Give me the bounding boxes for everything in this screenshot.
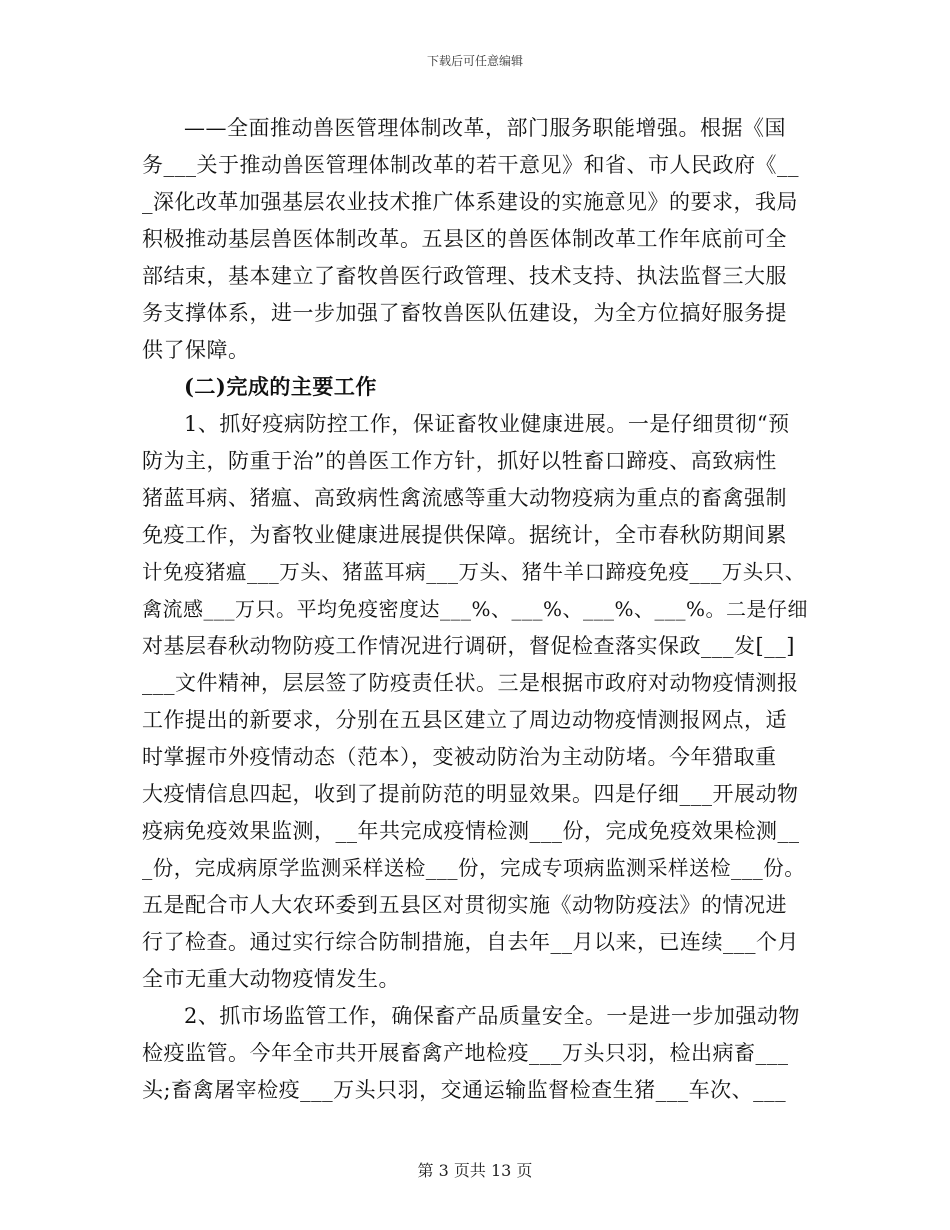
text-line: _份，完成病原学监测采样送检___份，完成专项病监测采样送检___份。 [142, 856, 806, 880]
text-line: 检疫监管。今年全市共开展畜禽产地检疫___万头只羽，检出病畜___ [142, 1041, 789, 1065]
text-line: 免疫工作，为畜牧业健康进展提供保障。据统计，全市春秋防期间累 [142, 523, 787, 547]
text-line: 务___关于推动兽医管理体制改革的若干意见》和省、市人民政府《__ [142, 153, 799, 177]
text-line: 2、抓市场监管工作，确保畜产品质量安全。一是进一步加强动物 [184, 1004, 800, 1028]
section-heading: (二)完成的主要工作 [184, 374, 377, 399]
text-line: ___文件精神，层层签了防疫责任状。三是根据市政府对动物疫情测报 [142, 671, 799, 695]
text-line: 供了保障。 [142, 338, 250, 362]
text-line: 大疫情信息四起，收到了提前防范的明显效果。四是仔细___开展动物 [142, 782, 799, 806]
text-line: 工作提出的新要求，分别在五县区建立了周边动物疫情测报网点，适 [142, 708, 787, 732]
text-line: 头;畜禽屠宰检疫___万头只羽，交通运输监督检查生猪___车次、___ [142, 1078, 787, 1102]
text-line: 务支撑体系，进一步加强了畜牧兽医队伍建设，为全方位搞好服务提 [142, 301, 787, 325]
text-line: 部结束，基本建立了畜牧兽医行政管理、技术支持、执法监督三大服 [142, 264, 787, 288]
page-footer: 第 3 页共 13 页 [417, 1161, 533, 1180]
page-header: 下载后可任意编辑 [426, 54, 523, 68]
text-line: 行了检查。通过实行综合防制措施，自去年__月以来，已连续___个月 [142, 930, 799, 954]
text-line: 时掌握市外疫情动态（范本），变被动防治为主动防堵。今年猎取重 [142, 745, 777, 769]
text-line: ——全面推动兽医管理体制改革，部门服务职能增强。根据《国 [184, 116, 786, 140]
text-line: 计免疫猪瘟___万头、猪蓝耳病___万头、猪牛羊口蹄疫免疫___万头只、 [142, 560, 806, 584]
text-line: 五是配合市人大农环委到五县区对贯彻实施《动物防疫法》的情况进 [142, 893, 787, 917]
text-line: 全市无重大动物疫情发生。 [142, 967, 400, 991]
text-line: 防为主，防重于治”的兽医工作方针，抓好以牲畜口蹄疫、高致病性 [142, 449, 777, 473]
text-line: 积极推动基层兽医体制改革。五县区的兽医体制改革工作年底前可全 [142, 227, 787, 251]
text-line: _深化改革加强基层农业技术推广体系建设的实施意见》的要求，我局 [142, 190, 798, 214]
text-line: 禽流感___万只。平均免疫密度达___%、___%、___%、___%。二是仔细 [142, 597, 809, 621]
text-line: 1、抓好疫病防控工作，保证畜牧业健康进展。一是仔细贯彻“预 [184, 412, 790, 436]
text-line: 疫病免疫效果监测，__年共完成疫情检测___份，完成免疫效果检测__ [142, 819, 800, 843]
text-line: 猪蓝耳病、猪瘟、高致病性禽流感等重大动物疫病为重点的畜禽强制 [142, 486, 787, 510]
text-line: 对基层春秋动物防疫工作情况进行调研，督促检查落实保政___发[__] [142, 634, 795, 658]
